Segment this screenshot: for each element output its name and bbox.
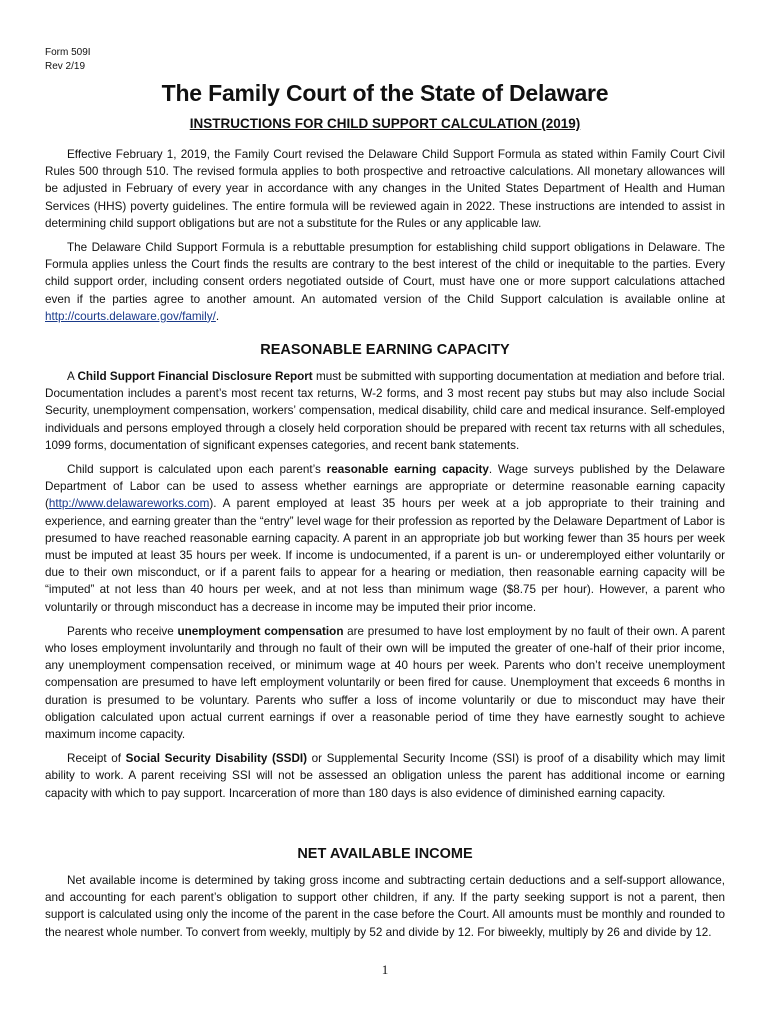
- reasonable-paragraph-3: [45, 623, 725, 743]
- re-p3-bold: unemployment compensation: [177, 624, 344, 638]
- form-revision: Rev 2/19: [45, 61, 86, 72]
- re-p3-start: Parents who receive: [67, 624, 178, 638]
- re-p1-bold: Child Support Financial Disclosure Report: [77, 370, 313, 383]
- re-p2-mid: . Wage surveys published by the Delaware Department of Labor can be used to assess whether earnings are appropriate or determine reasonable earning capacity (: [45, 463, 726, 511]
- form-number: Form 509I: [45, 47, 91, 58]
- net-income-section: [45, 846, 725, 941]
- intro-p2-end: .: [215, 309, 220, 323]
- intro-paragraph-1: Effective February 1, 2019, the Family Court revised the Delaware Child Support Formula as stated within Family Court Civil Rules 500 through 510. The revised formula applies to both prospective and retroactive calculations. All monetary allowances will be adjusted in February of every year in accordance with any changes in the United States Department of Health and Human Services (HHS) poverty guidelines. The entire formula will be reviewed again in 2022. These instructions are intended to assist in determining child support obligations but are not a substitute for the Rules or any applicable law.: [45, 148, 725, 230]
- reasonable-paragraph-1: [45, 368, 725, 454]
- family-court-link[interactable]: http://courts.delaware.gov/family/: [45, 309, 216, 323]
- intro-paragraph-2: [45, 239, 725, 325]
- reasonable-paragraph-2: [45, 461, 725, 616]
- reasonable-earning-heading: REASONABLE EARNING CAPACITY: [260, 342, 510, 358]
- re-p1-start: A: [67, 370, 78, 383]
- intro-p2-text: The Delaware Child Support Formula is a rebuttable presumption for establishing child support obligations in Delaware. The Formula applies unless the Court finds the results are contrary to the best interest of the child or inequitable to the parties. Every child support order, including consent orders negotiated outside of Court, must have one or more support calculations attached even if the parties agree to another amount. An automated version of the Child Support calculation is available online at: [45, 241, 725, 306]
- intro-section: [45, 146, 725, 325]
- re-p4-start: Receipt of: [67, 752, 126, 766]
- document-subtitle: INSTRUCTIONS FOR CHILD SUPPORT CALCULATION (2019): [189, 116, 581, 131]
- document-title: The Family Court of the State of Delaware: [161, 80, 609, 106]
- re-p2-bold: reasonable earning capacity: [326, 463, 489, 477]
- re-p3-end: are presumed to have lost employment by no fault of their own. A parent who loses employment involuntarily and through no fault of their own will be imputed the greater of one-half of their prior income, any unemployment compensation received, or minimum wage at 40 hours per week. Parents who don’t receive unemployment compensation are presumed to have left employment voluntarily or been fired for cause. Unemployment that exceeds 6 months in duration is presumed to be voluntary. Parents who suffer a loss of income voluntarily or due to misconduct may have their obligation calculated upon actual current earnings if over a reasonable period of time they have earnestly sought to achieve maximum income capacity.: [45, 624, 725, 742]
- reasonable-earning-section: [45, 342, 725, 802]
- re-p4-end: or Supplemental Security Income (SSI) is proof of a disability which may limit ability to work. A parent receiving SSI will not be assessed an obligation unless the parent has additional income or earning capacity with which to pay support. Incarceration of more than 180 days is also evidence of diminished earning capacity.: [45, 752, 725, 800]
- delawareworks-link[interactable]: http://www.delawareworks.com: [48, 497, 210, 511]
- net-income-paragraph-1: Net available income is determined by taking gross income and subtracting certain deductions and a self-support allowance, and accounting for each parent’s obligation to support other children, if any. If the party seeking support is not a parent, then support is calculated using only the income of the parent in the case before the Court. All amounts must be monthly and rounded to the nearest whole number. To convert from weekly, multiply by 52 and divide by 12. For biweekly, multiply by 26 and divide by 12.: [45, 874, 725, 939]
- re-p2-start: Child support is calculated upon each parent’s: [67, 463, 327, 477]
- form-identifier: [45, 46, 91, 74]
- re-p4-bold: Social Security Disability (SSDI): [125, 752, 308, 766]
- net-income-heading: NET AVAILABLE INCOME: [297, 846, 473, 862]
- re-p2-end: ). A parent employed at least 35 hours per week at a job appropriate to their training and experience, and earning greater than the “entry” level wage for their profession as reported by the Delaware Department of Labor is presumed to have reached reasonable earning capacity. A parent in an appropriate job but working fewer than 35 hours per week must be imputed at least 35 hours per week. If income is undocumented, if a parent is un- or underemployed either voluntarily or due to their own misconduct, or if a parent fails to appear for a hearing or mediation, then reasonable earning capacity will be “imputed” at not less than 40 hours per week, and at not less than minimum wage ($8.75 per hour). However, a parent who voluntarily or through misconduct has a decrease in income may be imputed their prior income.: [45, 497, 725, 614]
- page-number: 1: [381, 962, 389, 977]
- reasonable-paragraph-4: [45, 750, 725, 802]
- re-p1-end: must be submitted with supporting documentation at mediation and before trial. Documentation includes a parent’s most recent tax returns, W-2 forms, and 3 most recent pay stubs but may also include Social Security, unemployment compensation, workers’ compensation, medical disability, child care and medical insurance. Self-employed individuals and persons employed through a closely held corporation should be prepared with recent tax returns with all schedules, 1099 forms, documentation of significant expenses categories, and recent bank statements.: [45, 370, 725, 452]
